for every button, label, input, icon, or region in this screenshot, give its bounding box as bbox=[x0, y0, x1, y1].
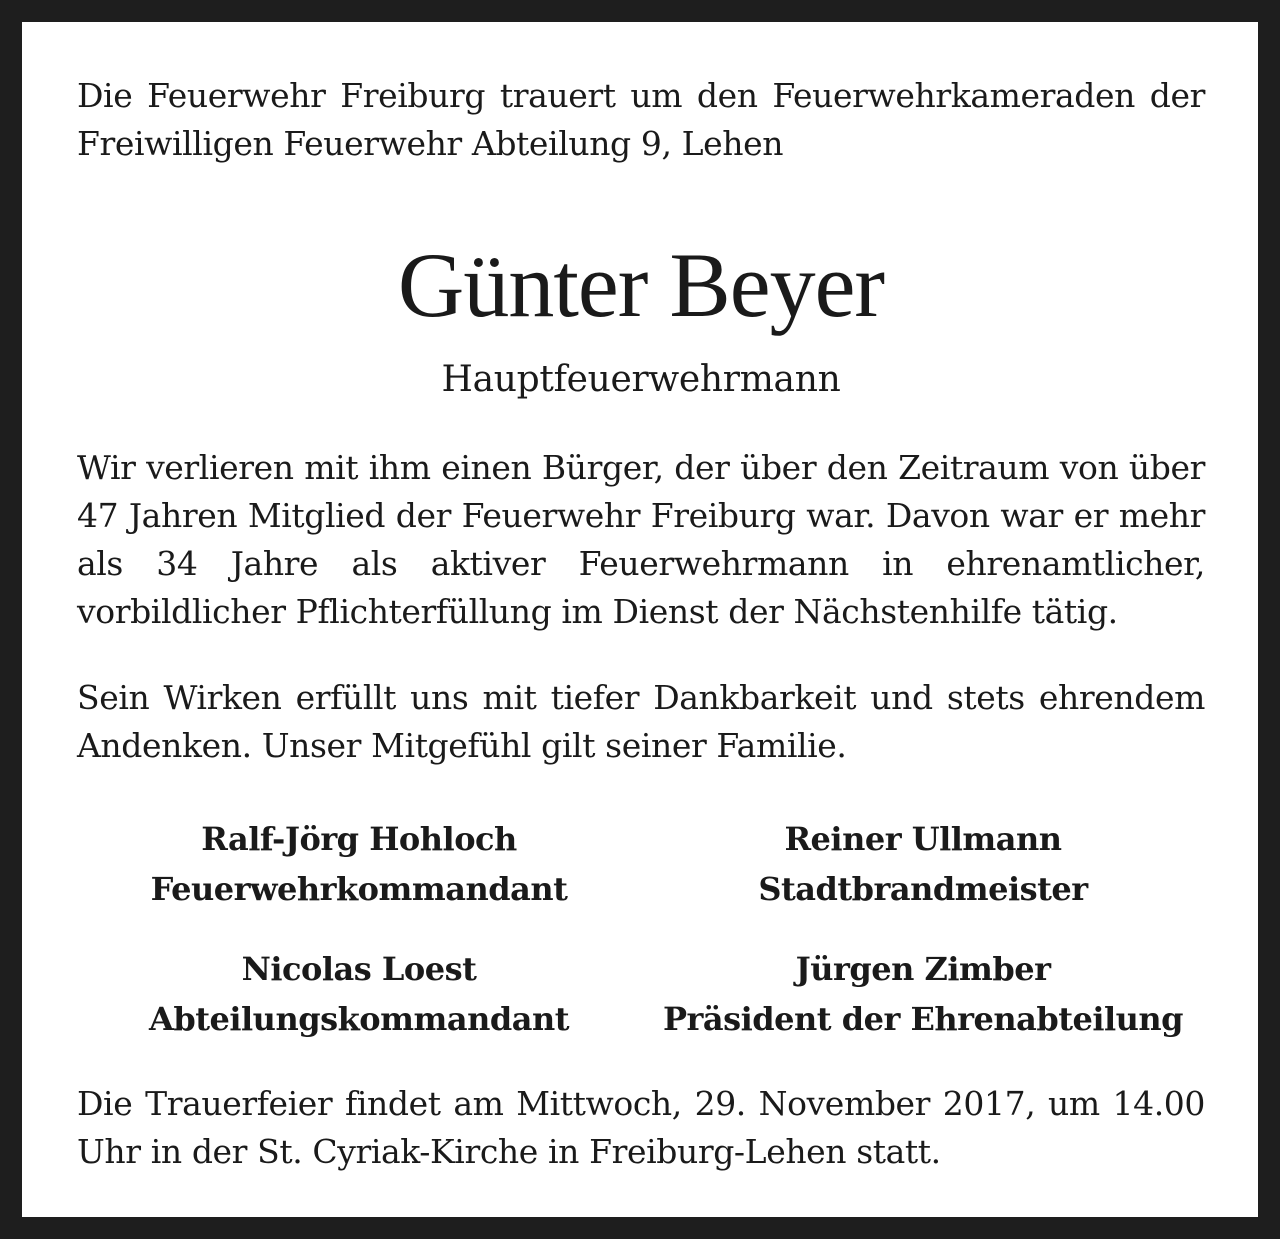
signer-title: Feuerwehrkommandant bbox=[150, 870, 568, 908]
signer-block bbox=[77, 944, 641, 1044]
signer-block bbox=[641, 944, 1205, 1044]
tribute-paragraph-1: Wir verlieren mit ihm einen Bürger, der über den Zeitraum von über 47 Jahren Mitglied der Feuerwehr Freiburg war. Davon war er mehr als 34 Jahre als aktiver Feuerwehrmann in ehrenamtlicher, vorbildlicher Pflichterfüllung im Dienst der Nächstenhilfe tätig. bbox=[77, 448, 1205, 631]
tribute-paragraph-2: Sein Wirken erfüllt uns mit tiefer Dankbarkeit und stets ehrendem Andenken. Unser Mitgefühl gilt seiner Familie. bbox=[77, 678, 1205, 765]
deceased-name: Günter Beyer bbox=[397, 234, 885, 336]
signer-title: Präsident der Ehrenabteilung bbox=[662, 1000, 1184, 1038]
deceased-rank: Hauptfeuerwehrmann bbox=[441, 359, 841, 400]
intro-text: Die Feuerwehr Freiburg trauert um den Feuerwehrkameraden der Freiwilligen Feuerwehr Abteilung 9, Lehen bbox=[77, 76, 1205, 163]
signer-name: Reiner Ullmann bbox=[784, 820, 1062, 858]
funeral-info: Die Trauerfeier findet am Mittwoch, 29. November 2017, um 14.00 Uhr in der St. Cyriak-Kirche in Freiburg-Lehen statt. bbox=[77, 1084, 1205, 1171]
signer-title: Abteilungskommandant bbox=[149, 1000, 569, 1038]
signer-name: Jürgen Zimber bbox=[795, 950, 1051, 988]
signer-title: Stadtbrandmeister bbox=[758, 870, 1088, 908]
signer-name: Ralf-Jörg Hohloch bbox=[201, 820, 517, 858]
signers-grid bbox=[77, 814, 1205, 1044]
signer-block bbox=[77, 814, 641, 914]
signer-block bbox=[641, 814, 1205, 914]
signer-name: Nicolas Loest bbox=[241, 950, 477, 988]
obituary-notice bbox=[22, 22, 1258, 1217]
